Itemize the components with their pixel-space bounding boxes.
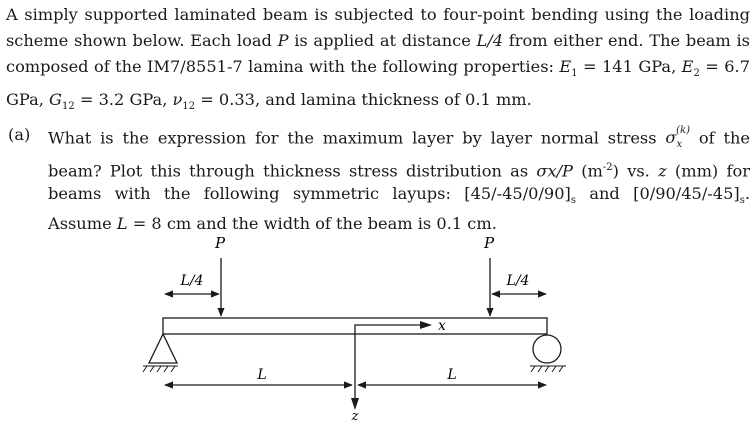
x-axis <box>355 325 430 398</box>
span-left-label: L <box>257 367 267 383</box>
problem-statement: A simply supported laminated beam is subjected to four-point bending using the loading scheme shown below. Each load P is applied at distance L/4 from either end. The beam is composed of the IM7/8551-7 lamina with the following properties: $E_1 = 141$ GPa, $E_2 = 6.7$ GPa, $G_{12} = 3.2$ GPa, $\nu_{12} = 0.33$, and lamina thickness of 0.1 mm. <box>6 5 750 113</box>
roller-support <box>533 335 561 363</box>
question-text: What is the expression for the maximum layer by layer normal stress $\sigma_x^{(k)}$ of the beam? Plot this through thickness stress distribution as σx/P $(m^{-2})$ vs. z (mm) for beams with the following symmetric layups: $[45/-45/0/90]_s$ and $[0/90/45/-45]_s$. Assume L = 8 cm and the width of the beam is 0.1 cm. <box>48 125 750 233</box>
pin-ground-hatch <box>143 366 178 372</box>
question-label: (a) <box>8 125 31 144</box>
pin-support <box>149 334 177 363</box>
dist-right-label: L/4 <box>506 273 530 289</box>
load-left-label: P <box>214 234 226 252</box>
roller-ground-hatch <box>530 366 566 372</box>
x-axis-label: x <box>438 318 446 334</box>
z-axis-label: z <box>351 409 359 424</box>
question-a <box>8 124 750 235</box>
beam-diagram <box>0 228 756 424</box>
span-right-label: L <box>447 367 457 383</box>
dist-left-label: L/4 <box>180 273 204 289</box>
load-right-label: P <box>483 234 495 252</box>
